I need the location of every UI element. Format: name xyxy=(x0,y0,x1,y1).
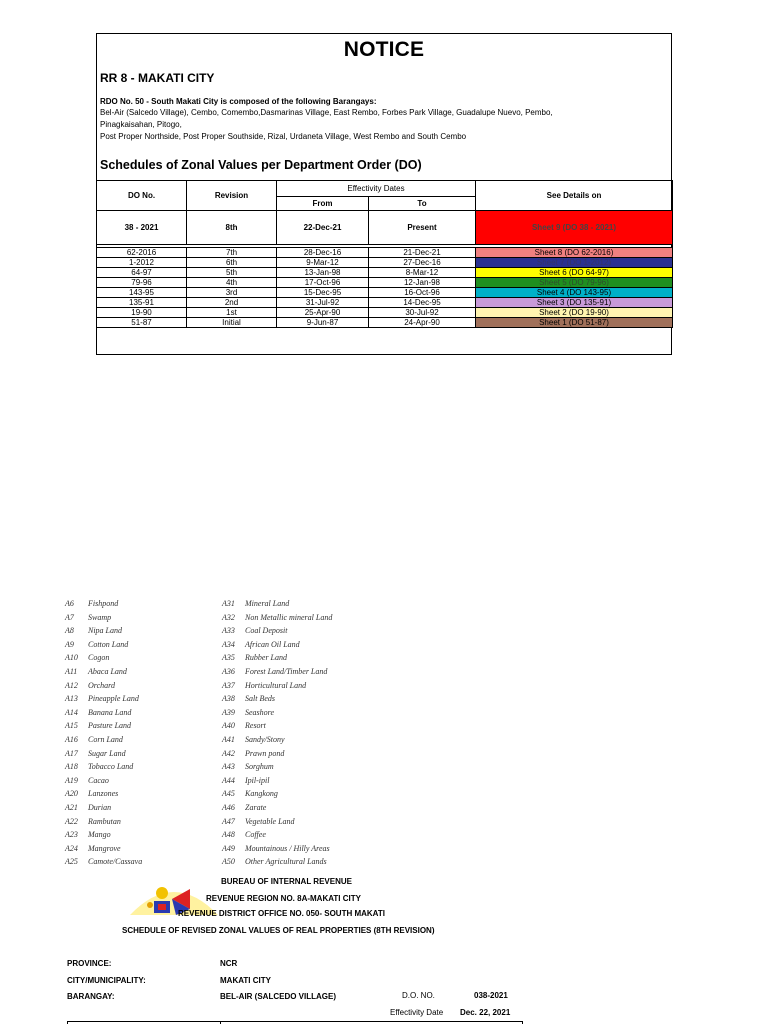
legend-land-type: Rambutan xyxy=(88,816,121,826)
legend-land-type: Camote/Cassava xyxy=(88,857,143,867)
legend-land-type: Swamp xyxy=(88,612,112,622)
legend-land-type: Mango xyxy=(88,830,111,840)
revision-cell: Initial xyxy=(187,318,277,328)
legend-land-type: Zarate xyxy=(245,802,267,812)
legend-land-type: Sugar Land xyxy=(88,748,126,758)
city-value: MAKATI CITY xyxy=(220,976,271,985)
legend-land-type: Cogon xyxy=(88,653,110,663)
legend-code: A14 xyxy=(65,707,78,717)
do-number-cell: 38 - 2021 xyxy=(97,211,187,245)
legend-land-type: Abaca Land xyxy=(88,666,127,676)
legend-code: A25 xyxy=(65,857,78,867)
header-from: From xyxy=(277,197,369,211)
legend-item xyxy=(222,653,332,667)
legend-code: A46 xyxy=(222,802,235,812)
from-date-cell: 28-Dec-16 xyxy=(277,248,369,258)
legend-item xyxy=(65,681,142,695)
legend-item xyxy=(222,749,332,763)
legend-code: A37 xyxy=(222,680,235,690)
from-date-cell: 22-Dec-21 xyxy=(277,211,369,245)
sheet-link-cell[interactable]: Sheet 8 (DO 62-2016) xyxy=(476,248,673,258)
legend-item xyxy=(222,857,332,871)
barangay-value: BEL-AIR (SALCEDO VILLAGE) xyxy=(220,992,336,1001)
legend-item xyxy=(222,613,332,627)
do-number-value: 038-2021 xyxy=(474,991,508,1000)
legend-code: A21 xyxy=(65,802,78,812)
revision-cell: 3rd xyxy=(187,288,277,298)
do-number-cell: 19-90 xyxy=(97,308,187,318)
legend-code: A31 xyxy=(222,599,235,608)
legend-land-type: Ipil-ipil xyxy=(245,775,270,785)
legend-code: A8 xyxy=(65,626,74,636)
sheet-link-cell[interactable]: Sheet 2 (DO 19-90) xyxy=(476,308,673,318)
legend-land-type: Kangkong xyxy=(245,789,278,799)
do-number-cell: 135-91 xyxy=(97,298,187,308)
table-row xyxy=(97,211,673,245)
land-code-legend-left xyxy=(65,599,142,871)
from-date-cell: 13-Jan-98 xyxy=(277,268,369,278)
legend-item xyxy=(222,844,332,858)
legend-item xyxy=(222,599,332,613)
do-number-cell: 79-96 xyxy=(97,278,187,288)
legend-code: A36 xyxy=(222,666,235,676)
from-date-cell: 31-Jul-92 xyxy=(277,298,369,308)
legend-item xyxy=(222,681,332,695)
legend-item xyxy=(222,789,332,803)
legend-item xyxy=(222,776,332,790)
legend-code: A15 xyxy=(65,721,78,731)
header-revision: Revision xyxy=(187,181,277,211)
sheet-link-cell[interactable]: Sheet 1 (DO 51-87) xyxy=(476,318,673,328)
legend-land-type: Corn Land xyxy=(88,734,123,744)
bir-schedule-title: SCHEDULE OF REVISED ZONAL VALUES OF REAL PROPERTIES (8TH REVISION) xyxy=(122,926,435,935)
revision-cell: 7th xyxy=(187,248,277,258)
revision-cell: 1st xyxy=(187,308,277,318)
legend-land-type: Cotton Land xyxy=(88,639,129,649)
legend-land-type: Forest Land/Timber Land xyxy=(245,666,328,676)
to-date-cell: 30-Jul-92 xyxy=(369,308,476,318)
legend-item xyxy=(65,599,142,613)
province-value: NCR xyxy=(220,959,238,968)
legend-land-type: Sandy/Stony xyxy=(245,734,285,744)
city-label: CITY/MUNICIPALITY: xyxy=(67,976,146,985)
legend-code: A34 xyxy=(222,639,235,649)
legend-item xyxy=(222,640,332,654)
legend-land-type: Resort xyxy=(245,721,266,731)
legend-code: A41 xyxy=(222,734,235,744)
legend-code: A12 xyxy=(65,680,78,690)
legend-land-type: Prawn pond xyxy=(245,748,285,758)
legend-code: A35 xyxy=(222,653,235,663)
from-date-cell: 9-Jun-87 xyxy=(277,318,369,328)
legend-item xyxy=(222,803,332,817)
from-date-cell: 17-Oct-96 xyxy=(277,278,369,288)
from-date-cell: 9-Mar-12 xyxy=(277,258,369,268)
legend-code: A7 xyxy=(65,612,74,622)
legend-code: A43 xyxy=(222,762,235,772)
header-to: To xyxy=(369,197,476,211)
legend-item xyxy=(65,721,142,735)
land-code-legend-right xyxy=(222,599,332,871)
legend-code: A6 xyxy=(65,599,74,608)
legend-item xyxy=(222,667,332,681)
sheet-link-cell[interactable]: Sheet 9 (DO 38 - 2021) xyxy=(476,211,673,245)
table-row xyxy=(97,288,673,298)
legend-code: A33 xyxy=(222,626,235,636)
legend-item xyxy=(65,844,142,858)
legend-land-type: Salt Beds xyxy=(245,694,275,704)
to-date-cell: 27-Dec-16 xyxy=(369,258,476,268)
legend-item xyxy=(222,721,332,735)
do-number-cell: 51-87 xyxy=(97,318,187,328)
legend-item xyxy=(222,626,332,640)
legend-land-type: Rubber Land xyxy=(245,653,287,663)
revision-cell: 5th xyxy=(187,268,277,278)
legend-item xyxy=(65,857,142,871)
effectivity-date-value: Dec. 22, 2021 xyxy=(460,1008,511,1017)
legend-land-type: Mineral Land xyxy=(245,599,290,608)
legend-item xyxy=(65,708,142,722)
header-see-details: See Details on xyxy=(476,181,673,211)
legend-item xyxy=(65,667,142,681)
legend-item xyxy=(65,613,142,627)
to-date-cell: 8-Mar-12 xyxy=(369,268,476,278)
schedule-heading: Schedules of Zonal Values per Department Order (DO) xyxy=(100,158,422,172)
legend-item xyxy=(65,640,142,654)
legend-code: A39 xyxy=(222,707,235,717)
legend-code: A47 xyxy=(222,816,235,826)
revision-cell: 2nd xyxy=(187,298,277,308)
to-date-cell: 12-Jan-98 xyxy=(369,278,476,288)
table-row xyxy=(97,298,673,308)
do-number-label: D.O. NO. xyxy=(402,991,435,1000)
table-row xyxy=(97,308,673,318)
legend-code: A22 xyxy=(65,816,78,826)
do-number-cell: 64-97 xyxy=(97,268,187,278)
do-number-cell: 62-2016 xyxy=(97,248,187,258)
legend-land-type: Seashore xyxy=(245,707,275,717)
legend-land-type: African Oil Land xyxy=(245,639,300,649)
legend-code: A16 xyxy=(65,734,78,744)
from-date-cell: 15-Dec-95 xyxy=(277,288,369,298)
province-label: PROVINCE: xyxy=(67,959,112,968)
legend-land-type: Fishpond xyxy=(88,599,119,608)
revision-cell: 4th xyxy=(187,278,277,288)
legend-item xyxy=(65,830,142,844)
do-number-cell: 1-2012 xyxy=(97,258,187,268)
legend-item xyxy=(65,803,142,817)
legend-code: A40 xyxy=(222,721,235,731)
rdo-description: RDO No. 50 - South Makati City is composed of the following Barangays: xyxy=(100,97,377,106)
legend-land-type: Durian xyxy=(88,802,112,812)
legend-land-type: Horticultural Land xyxy=(245,680,307,690)
legend-land-type: Lanzones xyxy=(88,789,119,799)
sheet-link-cell[interactable]: Sheet 6 (DO 64-97) xyxy=(476,268,673,278)
to-date-cell: 24-Apr-90 xyxy=(369,318,476,328)
sheet-link-cell[interactable]: Sheet 3 (DO 135-91) xyxy=(476,298,673,308)
legend-land-type: Nipa Land xyxy=(88,626,123,636)
legend-item xyxy=(222,708,332,722)
legend-code: A45 xyxy=(222,789,235,799)
legend-item xyxy=(65,817,142,831)
legend-code: A11 xyxy=(65,666,78,676)
legend-land-type: Pineapple Land xyxy=(88,694,139,704)
sheet-link-cell[interactable]: Sheet 7 (DO 1-2012) xyxy=(476,258,673,268)
legend-land-type: Sorghum xyxy=(245,762,274,772)
revenue-region-heading: RR 8 - MAKATI CITY xyxy=(100,71,215,85)
legend-item xyxy=(65,694,142,708)
table-row xyxy=(97,258,673,268)
to-date-cell: 21-Dec-21 xyxy=(369,248,476,258)
legend-code: A13 xyxy=(65,694,78,704)
legend-item xyxy=(65,776,142,790)
header-effectivity-dates: Effectivity Dates xyxy=(277,181,476,197)
legend-land-type: Coffee xyxy=(245,830,266,840)
legend-code: A48 xyxy=(222,830,235,840)
legend-item xyxy=(222,694,332,708)
legend-land-type: Tobacco Land xyxy=(88,762,134,772)
legend-item xyxy=(65,749,142,763)
department-order-table xyxy=(96,180,673,328)
legend-item xyxy=(65,735,142,749)
legend-item xyxy=(222,817,332,831)
revision-cell: 8th xyxy=(187,211,277,245)
legend-item xyxy=(222,762,332,776)
sheet-link-cell[interactable]: Sheet 4 (DO 143-95) xyxy=(476,288,673,298)
bir-revenue-region: REVENUE REGION NO. 8A-MAKATI CITY xyxy=(206,894,361,903)
effectivity-date-label: Effectivity Date xyxy=(390,1008,444,1017)
to-date-cell: 14-Dec-95 xyxy=(369,298,476,308)
legend-land-type: Cacao xyxy=(88,775,109,785)
barangay-list-line-2: Pinagkaisahan, Pitogo, xyxy=(100,120,182,129)
barangay-list-line-3: Post Proper Northside, Post Proper Southside, Rizal, Urdaneta Village, West Rembo and South Cembo xyxy=(100,132,467,141)
do-number-cell: 143-95 xyxy=(97,288,187,298)
legend-code: A49 xyxy=(222,843,235,853)
revision-cell: 6th xyxy=(187,258,277,268)
legend-land-type: Non Metallic mineral Land xyxy=(245,612,333,622)
sheet-link-cell[interactable]: Sheet 5 (DO 79-96) xyxy=(476,278,673,288)
legend-code: A18 xyxy=(65,762,78,772)
header-do-no: DO No. xyxy=(97,181,187,211)
legend-code: A9 xyxy=(65,639,74,649)
legend-item xyxy=(65,789,142,803)
legend-land-type: Other Agricultural Lands xyxy=(245,857,327,867)
notice-box xyxy=(96,33,672,355)
legend-code: A20 xyxy=(65,789,78,799)
bir-district-office: REVENUE DISTRICT OFFICE NO. 050- SOUTH MAKATI xyxy=(178,909,385,918)
barangay-list-line-1: Bel-Air (Salcedo Village), Cembo, Comembo,Dasmarinas Village, East Rembo, Forbes Park Village, Guadalupe Nuevo, Pembo, xyxy=(100,108,553,117)
legend-item xyxy=(65,626,142,640)
bir-bureau-title: BUREAU OF INTERNAL REVENUE xyxy=(221,877,352,886)
table-row xyxy=(97,278,673,288)
legend-code: A24 xyxy=(65,843,78,853)
legend-land-type: Pasture Land xyxy=(88,721,132,731)
legend-item xyxy=(222,830,332,844)
to-date-cell: 16-Oct-96 xyxy=(369,288,476,298)
legend-item xyxy=(65,762,142,776)
legend-code: A10 xyxy=(65,653,78,663)
table-row xyxy=(97,248,673,258)
from-date-cell: 25-Apr-90 xyxy=(277,308,369,318)
legend-code: A50 xyxy=(222,857,235,867)
legend-item xyxy=(222,735,332,749)
legend-land-type: Mangrove xyxy=(88,843,121,853)
legend-land-type: Mountainous / Hilly Areas xyxy=(245,843,330,853)
legend-code: A17 xyxy=(65,748,78,758)
table-row xyxy=(97,318,673,328)
legend-land-type: Vegetable Land xyxy=(245,816,295,826)
department-order-rows xyxy=(97,211,673,328)
legend-land-type: Orchard xyxy=(88,680,115,690)
legend-code: A44 xyxy=(222,775,235,785)
barangay-label: BARANGAY: xyxy=(67,992,115,1001)
legend-code: A19 xyxy=(65,775,78,785)
legend-code: A42 xyxy=(222,748,235,758)
legend-item xyxy=(65,653,142,667)
to-date-cell: Present xyxy=(369,211,476,245)
legend-code: A23 xyxy=(65,830,78,840)
legend-code: A32 xyxy=(222,612,235,622)
legend-land-type: Coal Deposit xyxy=(245,626,288,636)
legend-code: A38 xyxy=(222,694,235,704)
legend-land-type: Banana Land xyxy=(88,707,132,717)
table-row xyxy=(97,268,673,278)
notice-title: NOTICE xyxy=(343,38,425,61)
